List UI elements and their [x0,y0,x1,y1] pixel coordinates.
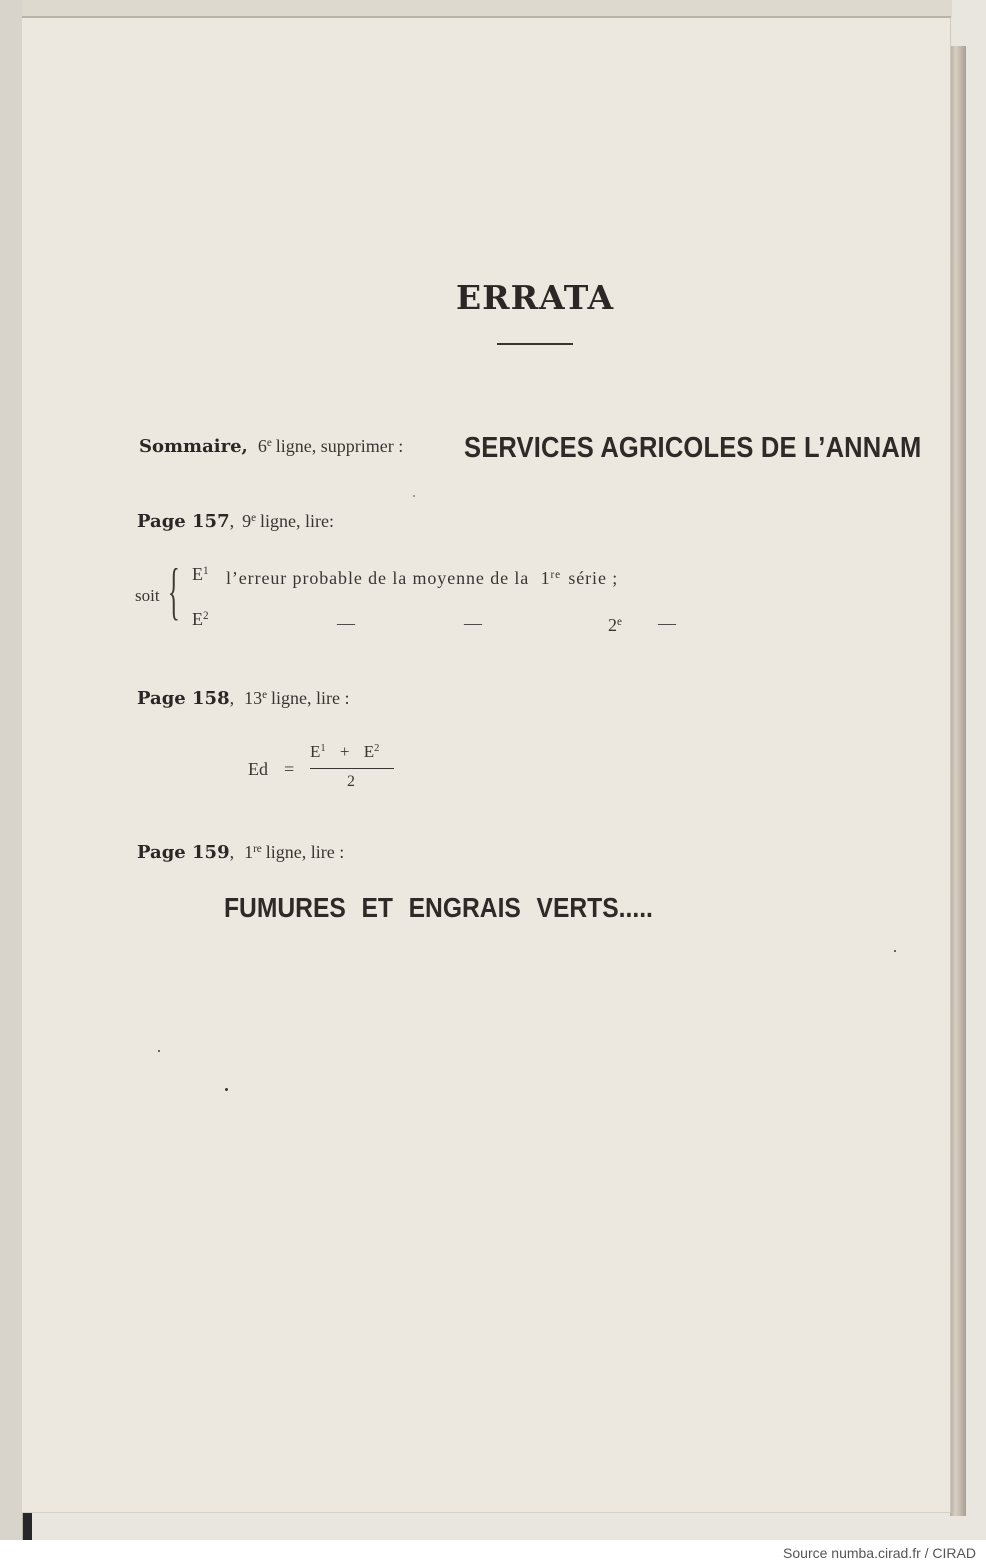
second-series-ordinal: 2e [608,615,622,635]
errata-entry-page-159: Page 159, 1re ligne, lire : [137,842,345,863]
formula-lhs: Ed [248,759,268,779]
definition-line-1: l’erreur probable de la moyenne de la 1re série ; [226,568,619,588]
entry-label: Page 158 [137,688,230,709]
page-title: ERRATA [456,278,615,317]
ink-speck [158,1050,160,1052]
entry-instruction: ligne, lire: [260,511,335,531]
entry-instruction: ligne, lire : [265,842,345,862]
line-number: 9e [242,511,257,531]
errata-entry-page-158: Page 158, 13e ligne, lire : [137,688,350,709]
fraction-bar [310,768,394,769]
e2-symbol: $E^2$ [192,609,209,629]
line-number: 6e [257,436,272,456]
ink-speck [413,495,415,497]
serie-ordinal: 1re [540,568,561,588]
entry-instruction: ligne, lire : [271,688,350,708]
corrected-heading: FUMURES ET ENGRAIS VERTS..... [224,892,653,923]
ink-speck [894,950,896,952]
soit-label: soit [135,586,160,605]
line-number: 1re [244,842,262,862]
entry-label: Page 159 [137,842,230,863]
ditto-mark: — [464,613,482,633]
left-page-edge [0,0,23,1540]
entry-label: Page 157 [137,511,230,532]
source-credit: Source numba.cirad.fr / CIRAD [783,1545,976,1561]
e1-symbol: $E^1$ [192,564,209,584]
book-page [22,16,951,1513]
formula-numerator: $E^1 + E^2$ [310,742,380,761]
title-rule [497,343,573,345]
errata-entry-page-157: Page 157, 9e ligne, lire: [137,511,335,532]
deleted-heading: SERVICES AGRICOLES DE L’ANNAM [464,432,922,464]
formula-equals: = [284,759,295,779]
errata-entry-sommaire [139,436,403,457]
line-number: 13e [244,688,268,708]
ditto-mark: — [658,613,676,633]
curly-brace: { [168,555,180,626]
page-stack-edge [950,46,966,1516]
entry-instruction: ligne, supprimer : [275,436,404,456]
ditto-mark: — [337,613,355,633]
ink-speck [225,1088,228,1091]
entry-label: Sommaire, [139,436,248,457]
formula-denominator: 2 [347,773,355,790]
